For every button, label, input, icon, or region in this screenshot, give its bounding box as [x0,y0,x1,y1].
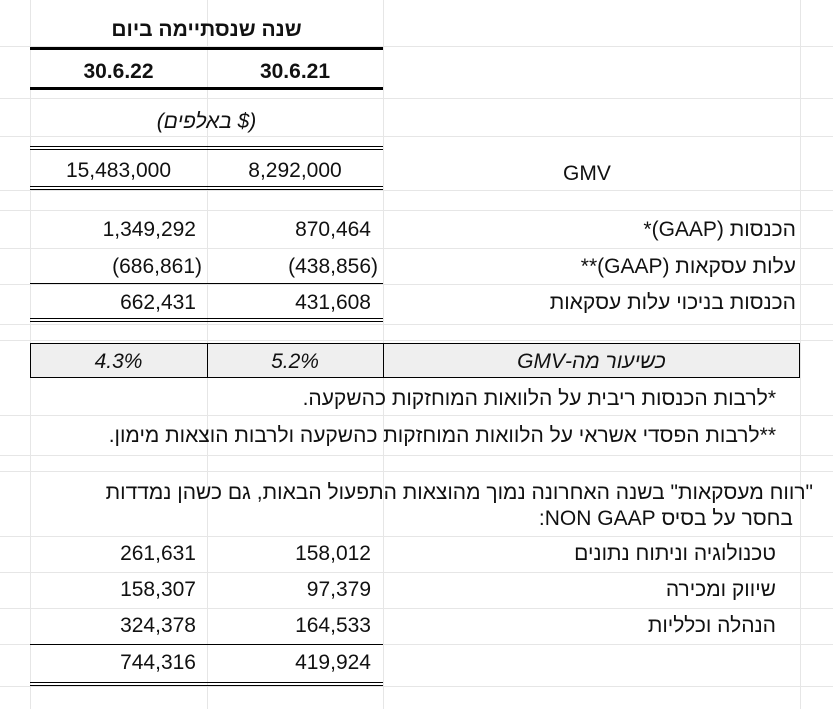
gmv-label: GMV [563,162,611,185]
revenue-value-b: 870,464 [295,218,371,241]
net-rule [30,318,383,319]
grid-row-line [0,98,833,99]
tech-value-b: 158,012 [295,542,371,565]
marketing-label: שיווק ומכירה [665,578,776,601]
units-label: ($ באלפים) [156,110,257,133]
gmv-bottom-rule [30,189,383,190]
grid-row-line [0,324,833,325]
total-value-b: 419,924 [295,651,371,674]
header-rule [30,47,383,50]
grid-row-line [0,536,833,537]
date-rule [30,87,383,90]
grid-row-line [0,136,833,137]
col-a-date: 30.6.22 [83,60,154,83]
gmv-bottom-rule [30,186,383,187]
grid-row-line [0,248,833,249]
paragraph-line-1: "רווח מעסקאות" בשנה האחרונה נמוך מהוצאות התפעול הבאות, גם כשהן נמדדות [105,481,813,504]
grid-row-line [0,284,833,285]
marketing-value-b: 97,379 [306,578,371,601]
ratio-value-a: 4.3% [94,350,143,373]
col-b-date: 30.6.21 [259,60,331,83]
admin-value-b: 164,533 [295,614,371,637]
cost-value-a: (686,861) [112,255,202,278]
admin-value-a: 324,378 [120,614,196,637]
period-title: שנה שנסתיימה ביום [111,18,302,41]
net-value-b: 431,608 [295,291,371,314]
gmv-top-rule [30,146,383,147]
expenses-rule [30,644,383,645]
grid-row-line [0,608,833,609]
cost-rule [30,283,383,284]
paragraph-line-2: בחסר על בסיס NON GAAP: [538,507,793,530]
grid-row-line [0,210,833,211]
grid-row-line [0,455,833,456]
total-rule [30,685,383,686]
grid-row-line [0,471,833,472]
grid-row-line [0,415,833,416]
footnote-interest: *לרבות הכנסות ריבית על הלוואות המוחזקות כהשקעה. [302,387,776,410]
grid-row-line [0,340,833,341]
cost-label: עלות עסקאות (GAAP)** [580,255,796,278]
ratio-label: כשיעור מה-GMV [517,350,666,373]
gmv-value-b: 8,292,000 [248,159,342,182]
ratio-value-b: 5.2% [271,350,319,373]
gmv-value-a: 15,483,000 [65,159,172,182]
net-label: הכנסות בניכוי עלות עסקאות [549,291,796,314]
revenue-value-a: 1,349,292 [102,218,196,241]
marketing-value-a: 158,307 [120,578,196,601]
grid-col-line [800,0,801,709]
tech-value-a: 261,631 [120,542,196,565]
total-value-a: 744,316 [120,651,196,674]
grid-row-line [0,190,833,191]
total-rule [30,682,383,683]
tech-label: טכנולוגיה וניתוח נתונים [574,542,776,565]
footnote-credit-losses: **לרבות הפסדי אשראי על הלוואות המוחזקות כהשקעה ולרבות הוצאות מימון. [108,424,776,447]
cost-value-b: (438,856) [288,255,378,278]
grid-row-line [0,686,833,687]
admin-label: הנהלה וכלליות [647,614,776,637]
grid-row-line [0,572,833,573]
net-rule [30,321,383,322]
net-value-a: 662,431 [120,291,196,314]
gmv-top-rule [30,149,383,150]
revenue-label: הכנסות (GAAP)* [643,218,796,241]
